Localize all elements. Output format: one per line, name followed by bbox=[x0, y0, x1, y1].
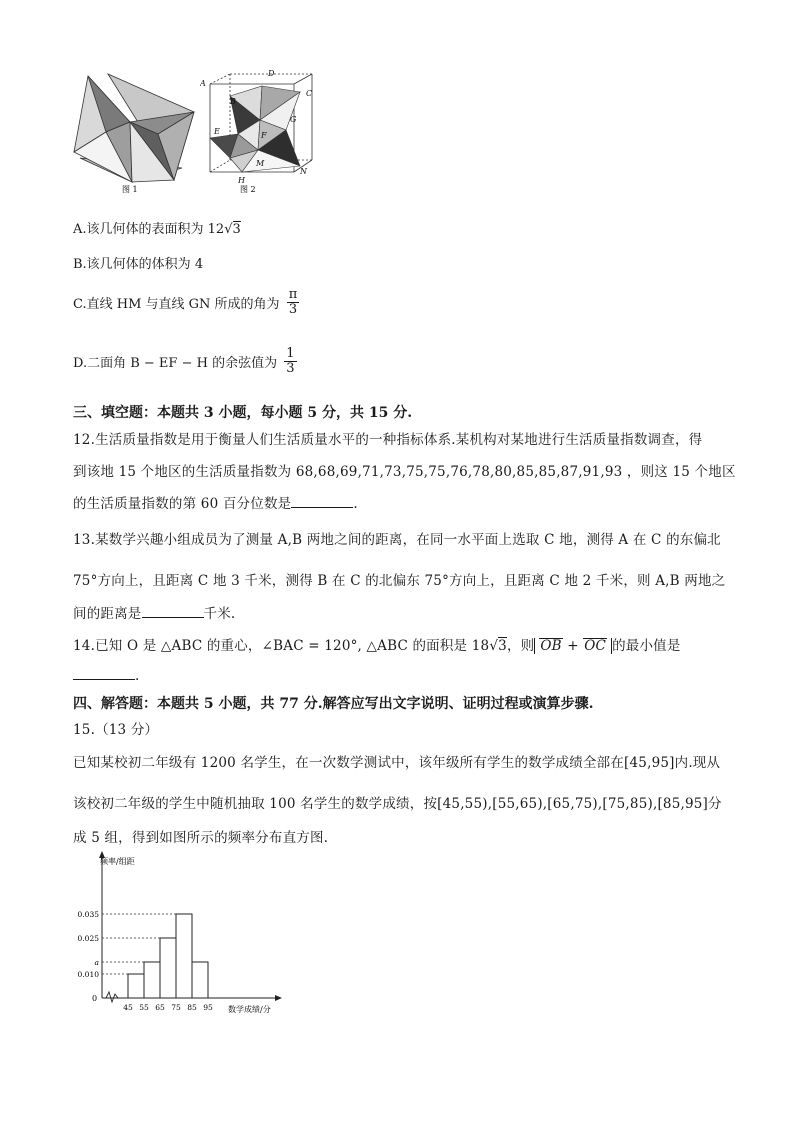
q14-mid: ，则 bbox=[506, 638, 535, 654]
option-d-numerator: 1 bbox=[286, 346, 295, 361]
x-tick-label: 95 bbox=[203, 1003, 213, 1012]
y-tick-label: 0.010 bbox=[77, 970, 99, 979]
q14-vector-oc: OC bbox=[584, 638, 607, 654]
q13-line-1: 13.某数学兴趣小组成员为了测量 A,B 两地之间的距离，在同一水平面上选取 C 地，测得 A 在 C 的东偏北 bbox=[73, 532, 721, 548]
option-d-fraction bbox=[284, 347, 296, 376]
q13-line-2: 75°方向上，且距离 C 地 3 千米，测得 B 在 C 的北偏东 75°方向上，且距离 C 地 2 千米，则 A,B 两地之 bbox=[73, 573, 726, 589]
q15-label: 15.（13 分） bbox=[73, 722, 159, 738]
option-c-fraction bbox=[287, 288, 300, 317]
q14-vector-norm bbox=[534, 638, 612, 654]
q13-line-3 bbox=[73, 602, 235, 622]
q14-vector-ob: OB bbox=[540, 638, 562, 654]
option-d bbox=[73, 347, 297, 376]
y-tick-label: 0.035 bbox=[77, 910, 99, 919]
x-tick-label: 45 bbox=[123, 1003, 133, 1012]
option-c bbox=[73, 288, 299, 317]
figure-1-star-solid bbox=[70, 72, 200, 194]
section-4-heading: 四、解答题：本题共 5 小题，共 77 分.解答应写出文字说明、证明过程或演算步骤. bbox=[73, 696, 594, 712]
fig2-label-g: G bbox=[290, 115, 297, 124]
q14-after: 的最小值是 bbox=[612, 638, 681, 654]
q14-text: 14.已知 O 是 △ABC 的重心，∠BAC = 120°, △ABC 的面积是 18 bbox=[73, 638, 490, 654]
option-c-text: C.直线 HM 与直线 GN 所成的角为 bbox=[73, 297, 280, 312]
fig2-label-b: B bbox=[230, 97, 236, 106]
q13-answer-blank[interactable] bbox=[142, 605, 204, 618]
q15-line-2: 该校初二年级的学生中随机抽取 100 名学生的数学成绩，按[45,55),[55,65),[65,75),[75,85),[85,95]分 bbox=[73, 796, 722, 812]
option-c-numerator: π bbox=[288, 287, 298, 302]
option-a-sqrt-value: 3 bbox=[232, 222, 241, 237]
option-d-text: D.二面角 B − EF − H 的余弦值为 bbox=[73, 356, 278, 371]
axis-break-mark bbox=[106, 992, 118, 1002]
x-axis-arrow bbox=[275, 995, 282, 1001]
x-tick-label: 75 bbox=[171, 1003, 181, 1012]
section-3-heading: 三、填空题：本题共 3 小题，每小题 5 分，共 15 分. bbox=[73, 405, 413, 421]
q14-end: . bbox=[135, 668, 140, 684]
frequency-histogram bbox=[70, 850, 300, 1020]
q14-plus: + bbox=[562, 638, 584, 654]
option-b bbox=[73, 253, 203, 272]
q13-line-3-text: 间的距离是 bbox=[73, 606, 142, 622]
q12-answer-blank[interactable] bbox=[291, 495, 353, 508]
q12-line-2: 到该地 15 个地区的生活质量指数为 68,68,69,71,73,75,75,76,78,80,85,85,87,91,93 ，则这 15 个地区 bbox=[73, 464, 736, 480]
figure-2-cube-star bbox=[200, 68, 325, 194]
y-axis-label: 频率/组距 bbox=[100, 857, 135, 866]
q12-line-1: 12.生活质量指数是用于衡量人们生活质量水平的一种指标体系.某机构对某地进行生活质量指数调查，得 bbox=[73, 432, 703, 448]
x-tick-label: 65 bbox=[155, 1003, 165, 1012]
option-b-text: B.该几何体的体积为 4 bbox=[73, 257, 204, 272]
q14-sqrt-value: 3 bbox=[498, 638, 507, 654]
option-d-denominator: 3 bbox=[286, 361, 295, 376]
fig2-label-n: N bbox=[300, 167, 307, 176]
y-tick-label: a bbox=[94, 958, 99, 967]
x-tick-label: 55 bbox=[139, 1003, 149, 1012]
fig2-label-h: H bbox=[238, 176, 245, 185]
histogram-bar bbox=[176, 914, 192, 998]
sqrt-symbol: √ bbox=[489, 638, 499, 654]
histogram-bar bbox=[192, 962, 208, 998]
x-axis-label: 数学成绩/分 bbox=[228, 1005, 271, 1014]
fig2-label-d: D bbox=[268, 69, 275, 78]
figure-1-caption: 图 1 bbox=[122, 185, 138, 194]
fig2-label-m: M bbox=[256, 159, 265, 168]
histogram-bar bbox=[128, 974, 144, 998]
option-c-denominator: 3 bbox=[288, 302, 298, 317]
sqrt-symbol: √ bbox=[224, 222, 233, 237]
y-tick-label: 0.025 bbox=[77, 934, 99, 943]
option-a bbox=[73, 218, 241, 237]
option-a-text: A.该几何体的表面积为 12 bbox=[73, 222, 225, 237]
q12-line-3 bbox=[73, 492, 358, 512]
q15-line-3: 成 5 组，得到如图所示的频率分布直方图. bbox=[73, 830, 329, 846]
q12-line-3-end: . bbox=[353, 496, 358, 512]
q12-line-3-text: 的生活质量指数的第 60 百分位数是 bbox=[73, 496, 292, 512]
q15-line-1: 已知某校初二年级有 1200 名学生，在一次数学测试中，该年级所有学生的数学成绩全部在[45,95]内.现从 bbox=[73, 755, 721, 771]
figure-2-caption: 图 2 bbox=[240, 185, 256, 194]
origin-label: 0 bbox=[92, 994, 98, 1003]
q13-line-3-end: 千米. bbox=[203, 606, 236, 622]
x-tick-label: 85 bbox=[187, 1003, 197, 1012]
q14-answer-blank[interactable] bbox=[73, 667, 135, 680]
fig2-label-a: A bbox=[200, 79, 206, 88]
fig2-label-c: C bbox=[306, 89, 313, 98]
histogram-bar bbox=[144, 962, 160, 998]
fig2-label-f: F bbox=[261, 131, 267, 140]
q14-line-1 bbox=[73, 634, 681, 654]
fig2-label-e: E bbox=[214, 127, 220, 136]
q14-line-2 bbox=[73, 667, 140, 684]
histogram-bar bbox=[160, 938, 176, 998]
